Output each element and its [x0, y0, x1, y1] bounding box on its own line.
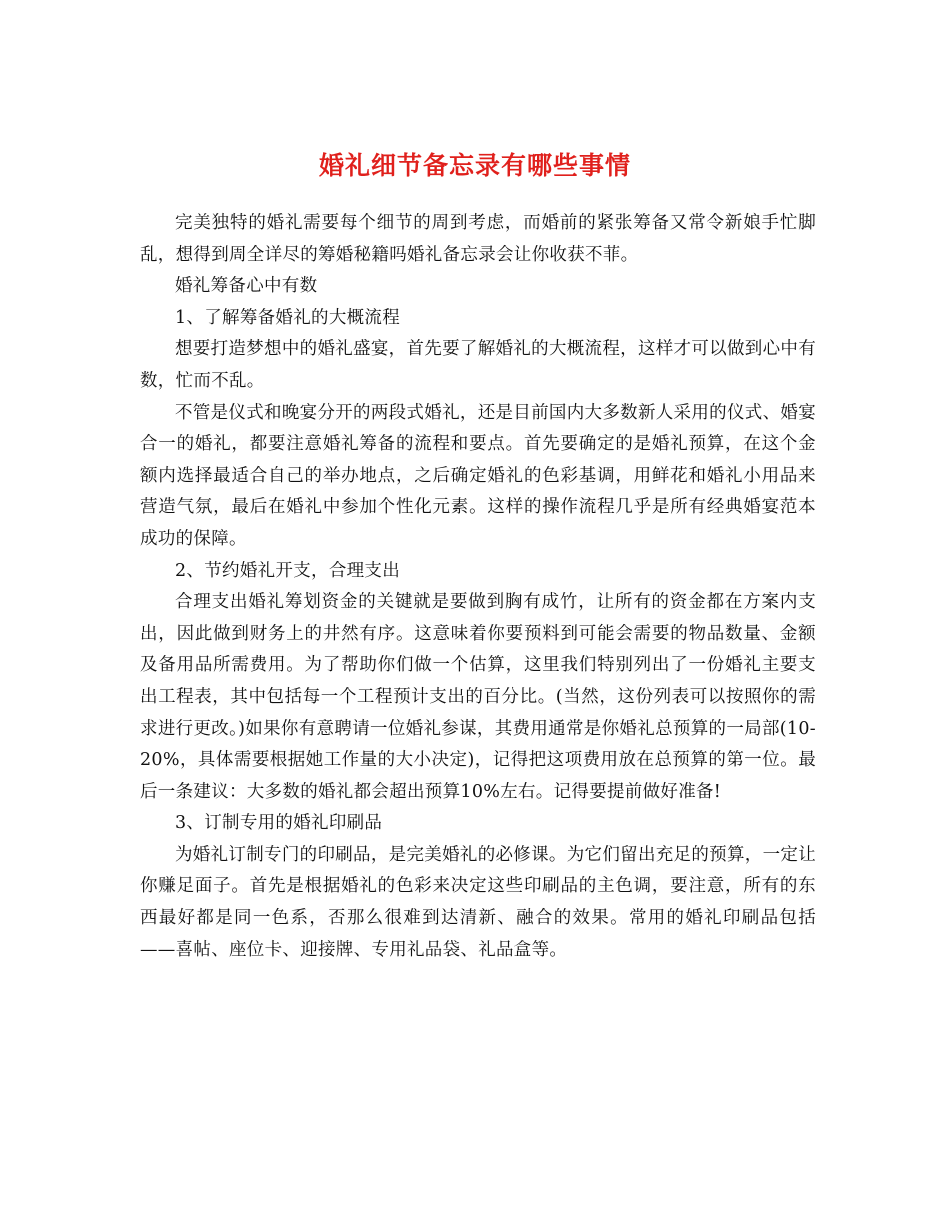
subheading-3: 3、订制专用的婚礼印刷品 — [175, 813, 383, 834]
section-heading: 婚礼筹备心中有数 — [175, 276, 318, 297]
intro-paragraph: 完美独特的婚礼需要每个细节的周到考虑，而婚前的紧张筹备又常令新娘手忙脚乱，想得到周全详尽的筹婚秘籍吗婚礼备忘录会让你收获不菲。 — [140, 213, 816, 265]
paragraph: 想要打造梦想中的婚礼盛宴，首先要了解婚礼的大概流程，这样才可以做到心中有数，忙而不乱。 — [140, 339, 816, 391]
subheading-1: 1、了解筹备婚礼的大概流程 — [175, 307, 401, 328]
document-title: 婚礼细节备忘录有哪些事情 — [318, 150, 631, 180]
paragraph: 不管是仪式和晚宴分开的两段式婚礼，还是目前国内大多数新人采用的仪式、婚宴合一的婚礼，都要注意婚礼筹备的流程和要点。首先要确定的是婚礼预算，在这个金额内选择最适合自己的举办地点，之后确定婚礼的色彩基调，用鲜花和婚礼小用品来营造气氛，最后在婚礼中参加个性化元素。这样的操作流程几乎是所有经典婚宴范本成功的保障。 — [140, 402, 816, 549]
document-body — [140, 208, 816, 966]
paragraph: 合理支出婚礼筹划资金的关键就是要做到胸有成竹，让所有的资金都在方案内支出，因此做到财务上的井然有序。这意味着你要预料到可能会需要的物品数量、金额及备用品所需费用。为了帮助你们做一个估算，这里我们特别列出了一份婚礼主要支出工程表，其中包括每一个工程预计支出的百分比。(当然，这份列表可以按照你的需求进行更改。)如果你有意聘请一位婚礼参谋，其费用通常是你婚礼总预算的一局部(10-20%，具体需要根据她工作量的大小决定)，记得把这项费用放在总预算的第一位。最后一条建议：大多数的婚礼都会超出预算10%左右。记得要提前做好准备! — [140, 592, 816, 802]
paragraph: 为婚礼订制专门的印刷品，是完美婚礼的必修课。为它们留出充足的预算，一定让你赚足面子。首先是根据婚礼的色彩来决定这些印刷品的主色调，要注意，所有的东西最好都是同一色系，否那么很难到达清新、融合的效果。常用的婚礼印刷品包括——喜帖、座位卡、迎接牌、专用礼品袋、礼品盒等。 — [140, 844, 816, 960]
subheading-2: 2、节约婚礼开支，合理支出 — [175, 560, 401, 581]
